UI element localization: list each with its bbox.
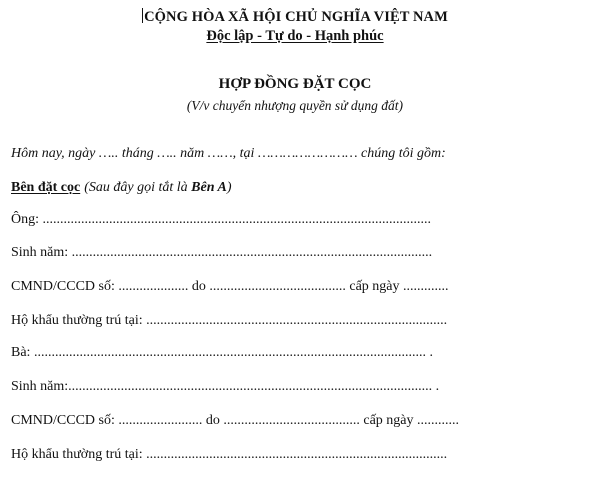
text-cursor — [142, 8, 143, 23]
field-ho-khau-2[interactable]: Hộ khẩu thường trú tại: ...................................................................................... — [11, 447, 448, 462]
document-subtitle: (V/v chuyển nhượng quyền sử dụng đất) — [186, 98, 404, 113]
party-a-note: (Sau đây gọi tắt là — [84, 180, 192, 195]
intro-line: Hôm nay, ngày ….. tháng ….. năm ……, tại …………………… chúng tôi gồm: — [11, 146, 446, 161]
party-a-name: Bên A — [191, 180, 227, 195]
field-cmnd-1[interactable]: CMND/CCCD số: .................... do ....................................... cấp ngày ............. — [11, 279, 449, 294]
field-ho-khau-1[interactable]: Hộ khẩu thường trú tại: ...................................................................................... — [11, 313, 448, 328]
field-ba[interactable]: Bà: ................................................................................................................ . — [11, 345, 433, 360]
document-title: HỢP ĐỒNG ĐẶT CỌC — [218, 76, 372, 92]
party-a-note-end: ) — [226, 180, 232, 195]
field-ong[interactable]: Ông: ............................................................................................................... — [11, 212, 431, 227]
party-a-heading — [11, 180, 231, 196]
field-cmnd-2[interactable]: CMND/CCCD số: ........................ do ....................................... cấp ngày ............ — [11, 413, 459, 428]
national-title-text: CỘNG HÒA XÃ HỘI CHỦ NGHĨA VIỆT NAM — [144, 9, 448, 25]
field-sinh-nam-2[interactable]: Sinh năm:........................................................................................................ . — [11, 379, 440, 394]
national-motto-text: Độc lập - Tự do - Hạnh phúc — [206, 28, 384, 44]
national-motto — [0, 28, 590, 45]
field-sinh-nam-1[interactable]: Sinh năm: ....................................................................................................... — [11, 245, 433, 260]
national-title — [0, 8, 590, 26]
party-a-label: Bên đặt cọc — [11, 180, 81, 195]
